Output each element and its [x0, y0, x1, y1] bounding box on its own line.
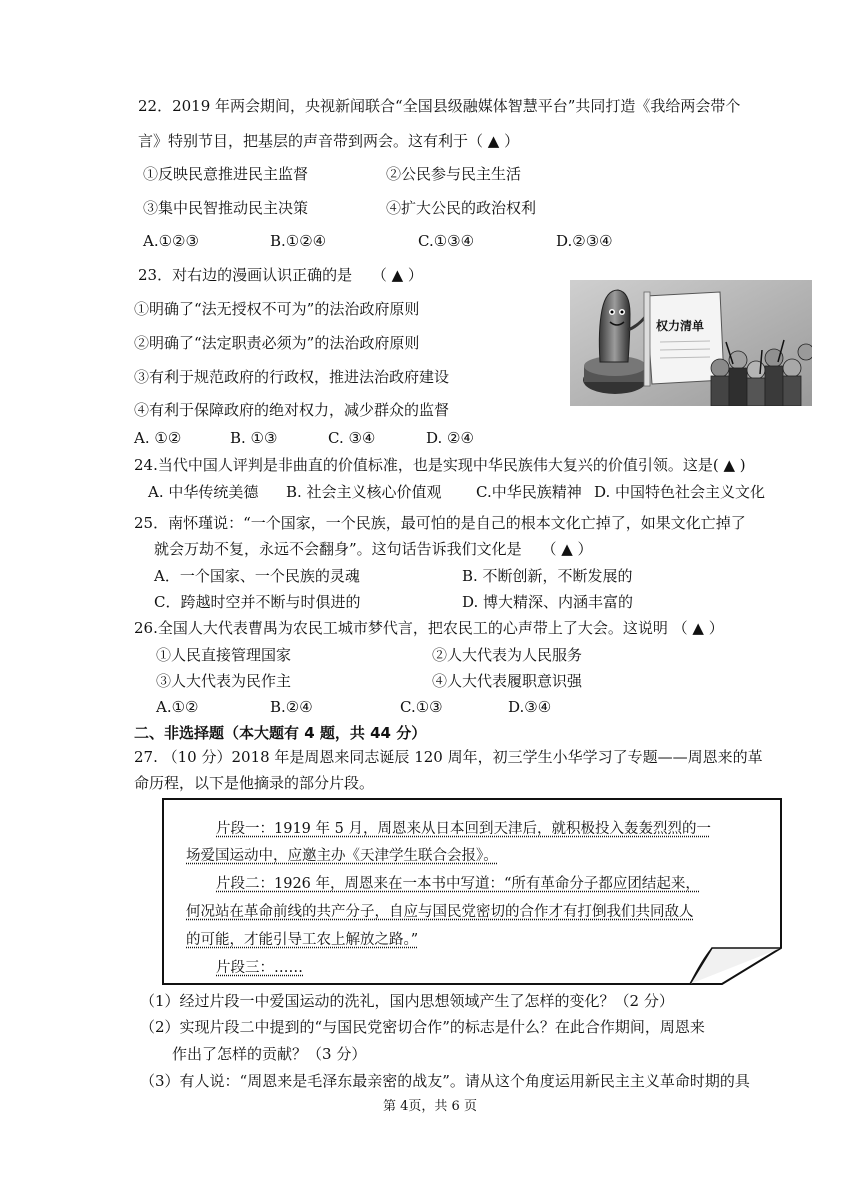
q22-choice-c: C.①③④ — [418, 232, 475, 250]
q25-stem-line1: 25．南怀瑾说：“一个国家，一个民族，最可怕的是自己的根本文化亡掉了，如果文化亡掉了 — [134, 514, 746, 532]
q25-choice-a: A．一个国家、一个民族的灵魂 — [154, 567, 360, 585]
q27-sub-question-3: （3）有人说：“周恩来是毛泽东最亲密的战友”。请从这个角度运用新民主主义革命时期的具 — [140, 1072, 750, 1090]
q27-sub-question-1: （1）经过片段一中爱国运动的洗礼，国内思想领域产生了怎样的变化？（2 分） — [140, 992, 674, 1010]
q26-choice-a: A.①② — [156, 698, 199, 716]
q23-option-1: ①明确了“法无授权不可为”的法治政府原则 — [134, 300, 420, 318]
q25-choice-b: B. 不断创新，不断发展的 — [462, 567, 633, 585]
q24-choice-c: C.中华民族精神 — [476, 483, 582, 501]
q26-choice-b: B.②④ — [270, 698, 313, 716]
cartoon-label: 权力清单 — [656, 319, 705, 333]
q23-choice-d: D. ②④ — [426, 429, 474, 447]
excerpt-fragment-3: 片段三：…… — [216, 960, 303, 976]
q25-choice-d: D. 博大精深、内涵丰富的 — [462, 593, 634, 611]
power-list-cartoon — [570, 280, 812, 406]
q22-option-2: ②公民参与民主生活 — [386, 165, 522, 183]
q25-choice-c: C．跨越时空并不断与时俱进的 — [154, 593, 361, 611]
excerpt-fragment-1-line1: 片段一：1919 年 5 月，周恩来从日本回到天津后，就积极投入轰轰烈烈的一 — [216, 821, 711, 837]
q26-option-3: ③人大代表为民作主 — [156, 672, 292, 690]
q24-choice-a: A. 中华传统美德 — [148, 483, 259, 501]
excerpt-fragment-2-line3: 的可能，才能引导工农上解放之路。” — [186, 932, 419, 948]
q26-option-1: ①人民直接管理国家 — [156, 646, 292, 664]
q25-stem-line2: 就会万劫不复，永远不会翻身”。这句话告诉我们文化是 （ ▲ ） — [154, 540, 593, 558]
q27-sub-question-2-line1: （2）实现片段二中提到的“与国民党密切合作”的标志是什么？在此合作期间，周恩来 — [140, 1018, 705, 1036]
excerpt-fragment-1-line2: 场爱国运动中，应邀主办《天津学生联合会报》。 — [186, 848, 498, 864]
q22-stem-line2: 言》特别节目，把基层的声音带到两会。这有利于（ ▲ ） — [138, 132, 520, 150]
excerpt-fragment-2-line2: 何况站在革命前线的共产分子，自应与国民党密切的合作才有打倒我们共同敌人 — [186, 904, 694, 920]
q22-choice-d: D.②③④ — [556, 232, 613, 250]
q24-choice-b: B. 社会主义核心价值观 — [286, 483, 442, 501]
q23-option-4: ④有利于保障政府的绝对权力，减少群众的监督 — [134, 401, 450, 419]
q22-choice-a: A.①②③ — [143, 232, 199, 250]
q26-option-4: ④人大代表履职意识强 — [432, 672, 583, 690]
q26-choice-c: C.①③ — [400, 698, 443, 716]
q22-stem-line1: 22．2019 年两会期间，央视新闻联合“全国县级融媒体智慧平台”共同打造《我给两会带个 — [138, 97, 741, 115]
q23-choice-c: C. ③④ — [328, 429, 376, 447]
q23-stem: 23．对右边的漫画认识正确的是 （ ▲ ） — [138, 266, 423, 284]
q24-stem: 24.当代中国人评判是非曲直的价值标准，也是实现中华民族伟大复兴的价值引领。这是( ▲ ) — [134, 456, 746, 474]
q26-option-2: ②人大代表为人民服务 — [432, 646, 583, 664]
q27-stem-line2: 命历程，以下是他摘录的部分片段。 — [134, 774, 375, 792]
q22-option-1: ①反映民意推进民主监督 — [143, 165, 309, 183]
q26-choice-d: D.③④ — [508, 698, 552, 716]
q23-option-2: ②明确了“法定职责必须为”的法治政府原则 — [134, 334, 420, 352]
q22-choice-b: B.①②④ — [270, 232, 327, 250]
q23-choice-a: A. ①② — [134, 429, 182, 447]
excerpt-fragment-2-line1: 片段二：1926 年，周恩来在一本书中写道：“所有革命分子都应团结起来， — [216, 876, 700, 892]
q23-choice-b: B. ①③ — [230, 429, 278, 447]
q23-option-3: ③有利于规范政府的行政权，推进法治政府建设 — [134, 368, 450, 386]
section-2-heading: 二、非选择题（本大题有 4 题，共 44 分） — [134, 724, 427, 742]
q22-option-4: ④扩大公民的政治权利 — [386, 199, 537, 217]
q24-choice-d: D. 中国特色社会主义文化 — [594, 483, 766, 501]
page-footer: 第 4页，共 6 页 — [383, 1099, 477, 1114]
q27-stem-line1: 27. （10 分）2018 年是周恩来同志诞辰 120 周年，初三学生小华学习了专题——周恩来的革 — [134, 748, 763, 766]
q22-option-3: ③集中民智推动民主决策 — [143, 199, 309, 217]
q27-sub-question-2-line2: 作出了怎样的贡献？（3 分） — [172, 1045, 367, 1063]
q26-stem: 26.全国人大代表曹禺为农民工城市梦代言，把农民工的心声带上了大会。这说明 （ ▲ ） — [134, 619, 724, 637]
